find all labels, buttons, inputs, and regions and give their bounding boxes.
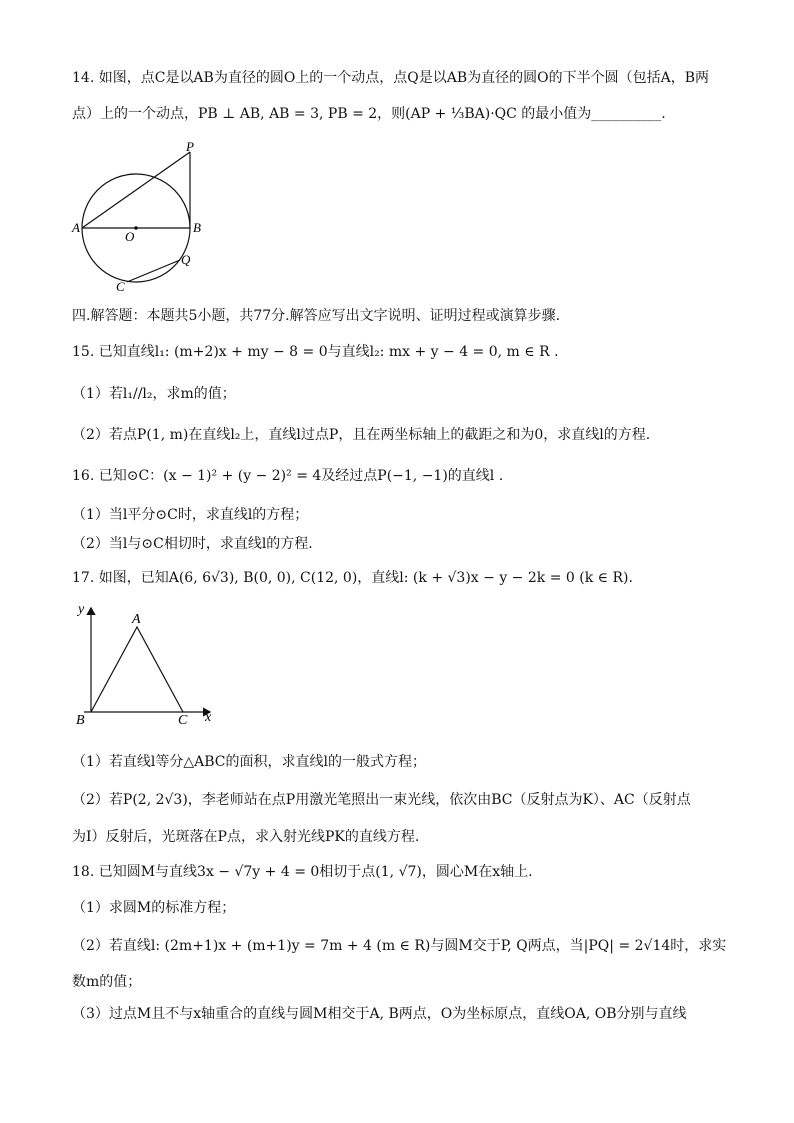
q14-line1: 14. 如图，点C是以AB为直径的圆O上的一个动点，点Q是以AB为直径的圆O的下半个圆（包括A，B两 (72, 70, 710, 86)
label-a: A (132, 612, 141, 627)
q18-part2-line2: 数m的值； (72, 974, 142, 990)
q16-part2: （2）当l与⊙C相切时，求直线l的方程. (72, 536, 313, 552)
q18-part2-line1: （2）若直线l: (2m+1)x + (m+1)y = 7m + 4 (m ∈ R)与圆M交于P, Q两点，当|PQ| = 2√14时，求实 (72, 938, 727, 954)
q18-stem: 18. 已知圆M与直线3x − √7y + 4 = 0相切于点(1, √7)，圆心M在x轴上. (72, 864, 533, 880)
label-b: B (193, 220, 201, 235)
label-a: A (72, 220, 80, 235)
q18-part1: （1）求圆M的标准方程； (72, 900, 236, 916)
q16-stem: 16. 已知⊙C：(x − 1)² + (y − 2)² = 4及经过点P(−1, −1)的直线l . (72, 468, 504, 484)
q17-part1: （1）若直线l等分△ABC的面积，求直线l的一般式方程； (72, 754, 426, 770)
q15-part2: （2）若点P(1, m)在直线l₂上，直线l过点P，且在两坐标轴上的截距之和为0，求直线l的方程. (72, 427, 651, 443)
label-x: x (205, 710, 212, 725)
q15-stem: 15. 已知直线l₁: (m+2)x + my − 8 = 0与直线l₂: mx + y − 4 = 0, m ∈ R . (72, 344, 559, 360)
q15-part1: （1）若l₁//l₂，求m的值； (72, 386, 236, 402)
q14-figure (70, 140, 220, 295)
center-point (134, 226, 138, 230)
q17-stem: 17. 如图，已知A(6, 6√3), B(0, 0), C(12, 0)，直线l: (k + √3)x − y − 2k = 0 (k ∈ R). (72, 570, 633, 586)
label-o: O (125, 229, 135, 244)
q17-figure (70, 600, 230, 730)
label-y: y (78, 602, 85, 617)
label-q: Q (181, 252, 191, 267)
q18-part3: （3）过点M且不与x轴重合的直线与圆M相交于A, B两点，O为坐标原点，直线OA, OB分别与直线 (72, 1006, 687, 1022)
label-p: P (186, 140, 194, 154)
label-b: B (76, 713, 85, 728)
section4-heading: 四.解答题：本题共5小题，共77分.解答应写出文字说明、证明过程或演算步骤. (72, 308, 561, 324)
label-c: C (116, 279, 125, 294)
triangle-abc (91, 627, 183, 712)
q17-part2-line2: 为I）反射后，光斑落在P点，求入射光线PK的直线方程. (72, 829, 420, 845)
q14-line2: 点）上的一个动点，PB ⊥ AB, AB = 3, PB = 2，则(AP + ⅓BA)·QC 的最小值为__________. (72, 106, 666, 122)
q17-part2-line1: （2）若P(2, 2√3)，李老师站在点P用激光笔照出一束光线，依次由BC（反射点为K）、AC（反射点 (72, 792, 691, 808)
label-c: C (178, 713, 188, 728)
q16-part1: （1）当l平分⊙C时，求直线l的方程； (72, 507, 309, 523)
